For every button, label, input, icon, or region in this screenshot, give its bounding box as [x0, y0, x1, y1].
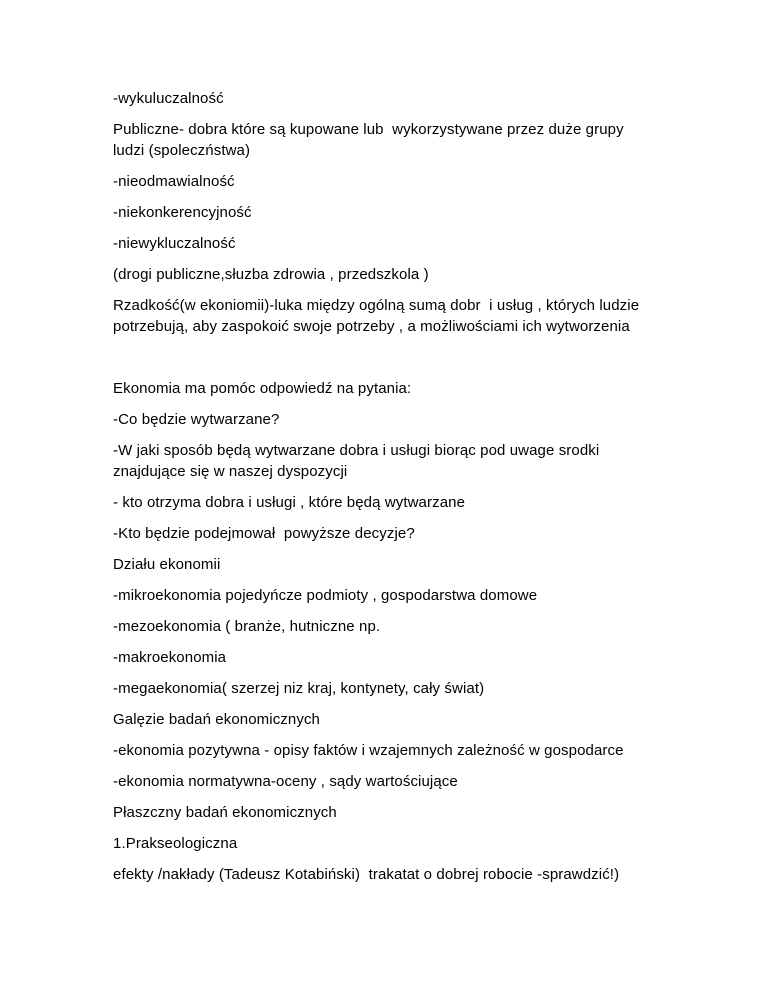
paragraph: Galęzie badań ekonomicznych: [113, 711, 320, 728]
paragraph: -niewykluczalność: [113, 235, 236, 252]
paragraph: -nieodmawialność: [113, 173, 235, 190]
paragraph: Działu ekonomii: [113, 556, 221, 573]
paragraph: -makroekonomia: [113, 649, 227, 666]
paragraph: Rzadkość(w ekoniomii)-luka między ogólną sumą dobr i usług , których ludzie potrzebują, aby zaspokoić swoje potrzeby , a możliwościami ich wytworzenia: [113, 297, 644, 335]
paragraph: -mikroekonomia pojedyńcze podmioty , gospodarstwa domowe: [113, 587, 538, 604]
paragraph: Płaszczny badań ekonomicznych: [113, 804, 337, 821]
paragraph: -ekonomia normatywna-oceny , sądy wartościujące: [113, 773, 458, 790]
paragraph: 1.Prakseologiczna: [113, 835, 238, 852]
paragraph: -W jaki sposób będą wytwarzane dobra i usługi biorąc pod uwage srodki znajdujące się w naszej dyspozycji: [113, 442, 604, 480]
paragraph: -Co będzie wytwarzane?: [113, 411, 280, 428]
paragraph: -wykuluczalność: [113, 90, 224, 107]
paragraph: -megaekonomia( szerzej niz kraj, kontynety, cały świat): [113, 680, 485, 697]
paragraph: -niekonkerencyjność: [113, 204, 252, 221]
paragraph: Ekonomia ma pomóc odpowiedź na pytania:: [113, 380, 412, 397]
paragraph: -mezoekonomia ( branże, hutniczne np.: [113, 618, 381, 635]
paragraph-blank: [113, 347, 652, 368]
paragraph: -ekonomia pozytywna - opisy faktów i wzajemnych zależność w gospodarce: [113, 742, 624, 759]
paragraph: -Kto będzie podejmował powyższe decyzje?: [113, 525, 415, 542]
paragraph: Publiczne- dobra które są kupowane lub wykorzystywane przez duże grupy ludzi (spoleczństwa): [113, 121, 628, 159]
paragraph: efekty /nakłady (Tadeusz Kotabiński) trakatat o dobrej robocie -sprawdzić!): [113, 866, 620, 883]
paragraph: - kto otrzyma dobra i usługi , które będą wytwarzane: [113, 494, 466, 511]
document-body: [113, 88, 652, 885]
paragraph: (drogi publiczne,słuzba zdrowia , przedszkola ): [113, 266, 429, 283]
